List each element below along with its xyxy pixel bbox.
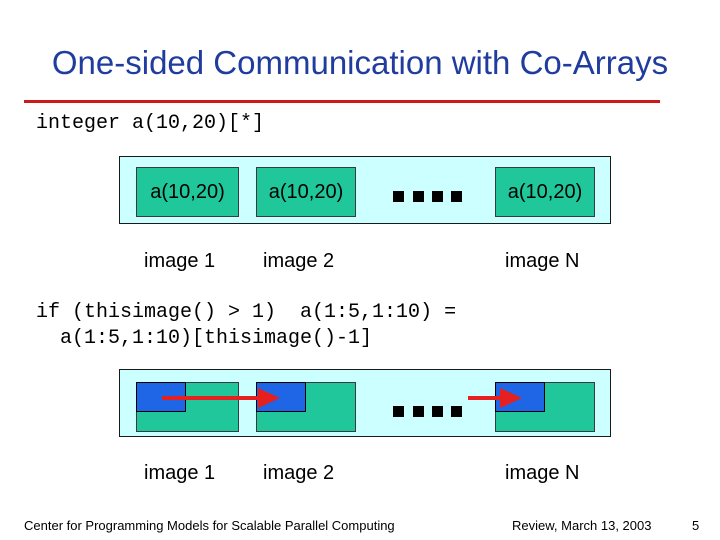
statement-code-line-1: if (thisimage() > 1) a(1:5,1:10) = xyxy=(36,301,457,324)
image-label-1: image 1 xyxy=(144,250,216,272)
image-label-n-bottom: image N xyxy=(505,462,580,484)
declaration-code: integer a(10,20)[*] xyxy=(36,112,265,135)
image-label-2-bottom: image 2 xyxy=(263,462,335,484)
copy-arrow-to-image-n xyxy=(468,388,522,408)
page-number: 5 xyxy=(692,518,700,533)
footer-date: Review, March 13, 2003 xyxy=(512,518,652,533)
footer-organization: Center for Programming Models for Scalable Parallel Computing xyxy=(24,518,395,533)
slide-title: One-sided Communication with Co-Arrays xyxy=(51,44,669,81)
coarray-cell-image-2: a(10,20) xyxy=(256,167,356,217)
image-label-2: image 2 xyxy=(263,250,335,272)
coarray-cell-image-1: a(10,20) xyxy=(136,167,239,217)
image-label-1-bottom: image 1 xyxy=(144,462,216,484)
image-label-n: image N xyxy=(505,250,580,272)
copy-arrow-1-to-2 xyxy=(162,388,280,408)
coarray-cell-image-n: a(10,20) xyxy=(495,167,595,217)
statement-code-line-2: a(1:5,1:10)[thisimage()-1] xyxy=(36,327,373,350)
